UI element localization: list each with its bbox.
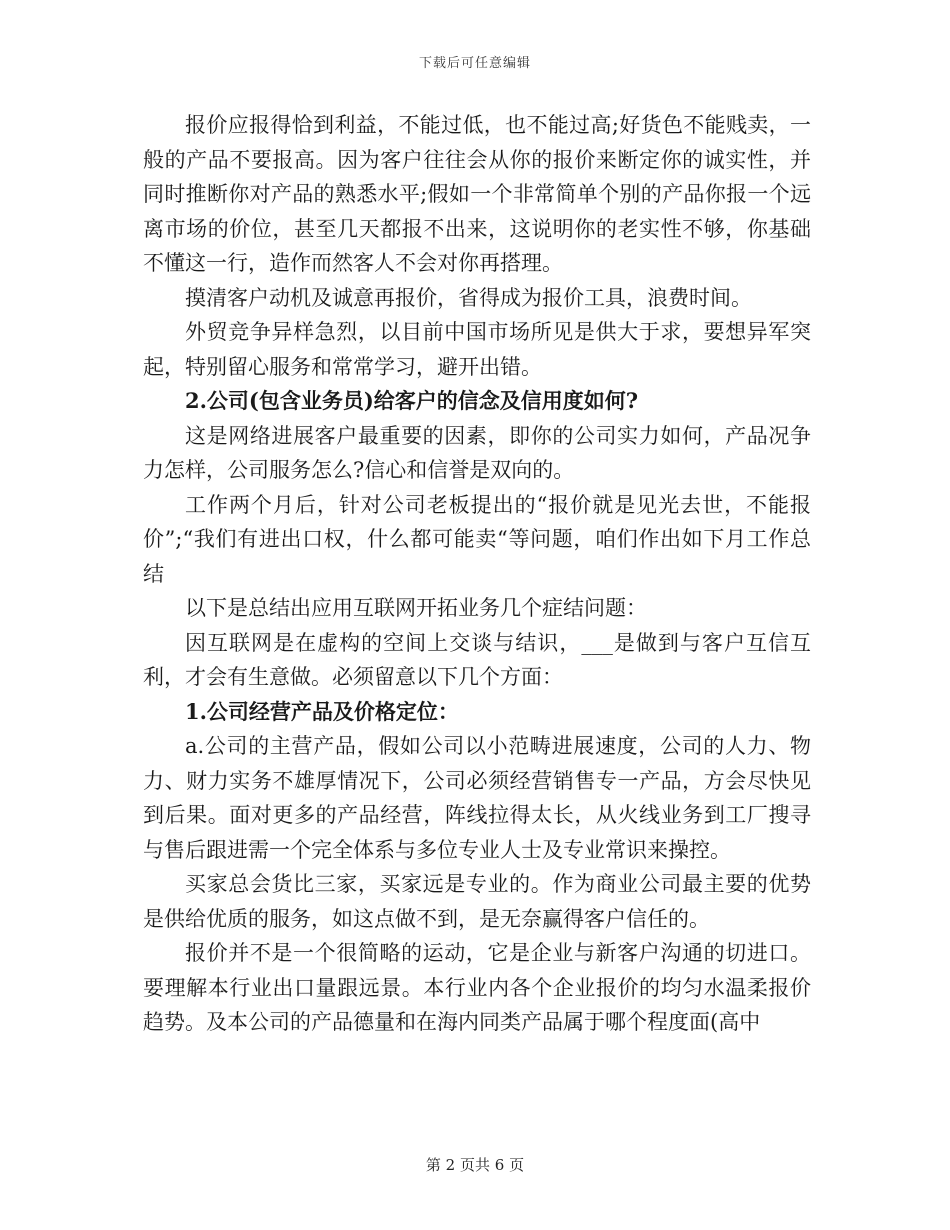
paragraph-pricing: 报价应报得恰到利益，不能过低，也不能过高;好货色不能贱卖，一般的产品不要报高。因为客户往往会从你的报价来断定你的诚实性，并同时推断你对产品的熟悉水平;假如一个非常简单个别的产品你报一个远离市场的价位，甚至几天都报不出来，这说明你的老实性不够，你基础不懂这一行，造作而然客人不会对你再搭理。 [143,113,811,275]
section-heading-products: 1.公司经营产品及价格定位： [185,698,459,724]
paragraph-competition: 外贸竞争异样急烈，以目前中国市场所见是供大于求，要想异军突起，特别留心服务和常常学习，避开出错。 [143,320,811,379]
paragraph-quotation: 报价并不是一个很简略的运动，它是企业与新客户沟通的切进口。要理解本行业出口量跟远景。本行业内各个企业报价的均匀水温柔报价趋势。及本公司的产品德量和在海内同类产品属于哪个程度面(高中 [143,941,811,1034]
paragraph-buyers: 买家总会货比三家，买家远是专业的。作为商业公司最主要的优势是供给优质的服务，如这点做不到，是无奈赢得客户信任的。 [143,872,811,931]
section-heading-trust: 2.公司(包含业务员)给客户的信念及信用度如何? [185,388,639,413]
paragraph-trust: 这是网络进展客户最重要的因素，即你的公司实力如何，产品况争力怎样，公司服务怎么?信心和信誉是双向的。 [143,423,811,482]
page-header: 下载后可任意编辑 [418,56,531,71]
paragraph-customer-motive: 摸清客户动机及诚意再报价，省得成为报价工具，浪费时间。 [185,285,752,310]
paragraph-main-products: a.公司的主营产品，假如公司以小范畴进展速度，公司的人力、物力、财力实务不雄厚情况下，公司必须经营销售专一产品，方会尽快见到后果。面对更多的产品经营，阵线拉得太长，从火线业务到工厂搜寻与售后跟进需一个完全体系与多位专业人士及专业常识来操控。 [143,734,811,862]
document-body [143,108,811,1040]
paragraph-internet: 因互联网是在虚构的空间上交谈与结识，___是做到与客户互信互利，才会有生意做。必须留意以下几个方面： [143,630,811,689]
paragraph-key-issues: 以下是总结出应用互联网开拓业务几个症结问题： [185,596,647,620]
page-footer: 第 2 页共 6 页 [425,1156,525,1174]
paragraph-work-summary: 工作两个月后，针对公司老板提出的“报价就是见光去世，不能报价”;“我们有进出口权，什么都可能卖“等问题，咱们作出如下月工作总结 [143,492,811,586]
